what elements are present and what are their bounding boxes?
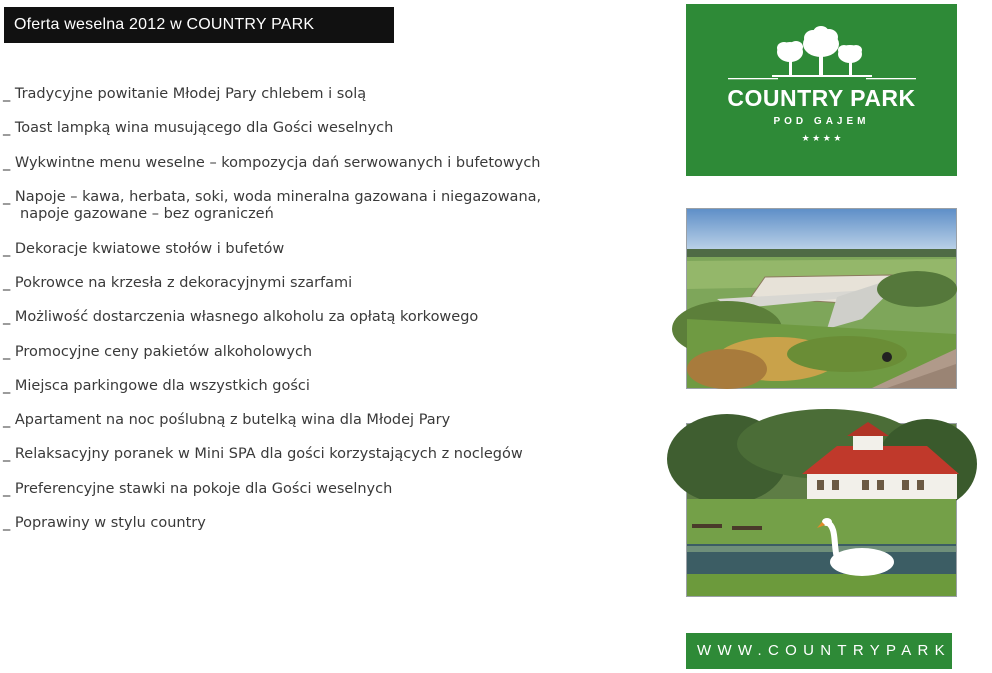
- list-item: _ Toast lampką wina musującego dla Gości weselnych: [3, 120, 394, 137]
- list-item: _ Miejsca parkingowe dla wszystkich gości: [3, 377, 310, 394]
- list-item: _ Relaksacyjny poranek w Mini SPA dla gości korzystających z noclegów: [3, 446, 523, 463]
- list-item: _ Napoje – kawa, herbata, soki, woda mineralna gazowana i niegazowana, napoje gazowane – bez ograniczeń: [3, 188, 542, 223]
- page-title: Oferta weselna 2012 w COUNTRY PARK: [4, 7, 394, 43]
- logo-stars: ★ ★ ★ ★: [801, 133, 842, 143]
- country-park-logo: [686, 4, 957, 176]
- list-item: _ Promocyjne ceny pakietów alkoholowych: [3, 343, 313, 360]
- riding-arena-landscape-photo: [686, 208, 957, 389]
- trees-logo-icon: [686, 4, 957, 176]
- list-item: _ Poprawiny w stylu country: [3, 515, 206, 532]
- list-item: _ Możliwość dostarczenia własnego alkoholu za opłatą korkowego: [3, 309, 479, 326]
- list-item: _ Tradycyjne powitanie Młodej Pary chlebem i solą: [3, 86, 367, 102]
- list-item: _ Pokrowce na krzesła z dekoracyjnymi szarfami: [3, 274, 353, 291]
- logo-subtitle: POD GAJEM: [773, 116, 870, 127]
- logo-name: COUNTRY PARK: [727, 85, 916, 111]
- offer-list: [3, 86, 663, 549]
- list-item: _ Dekoracje kwiatowe stołów i bufetów: [3, 240, 285, 257]
- manor-house-swan-pond-photo: [686, 423, 957, 597]
- list-item: _ Wykwintne menu weselne – kompozycja dań serwowanych i bufetowych: [3, 154, 541, 171]
- list-item: _ Preferencyjne stawki na pokoje dla Gości weselnych: [3, 480, 393, 497]
- list-item: _ Apartament na noc poślubną z butelką wina dla Młodej Pary: [3, 412, 451, 429]
- website-url[interactable]: WWW.COUNTRYPARK.PL: [686, 633, 952, 669]
